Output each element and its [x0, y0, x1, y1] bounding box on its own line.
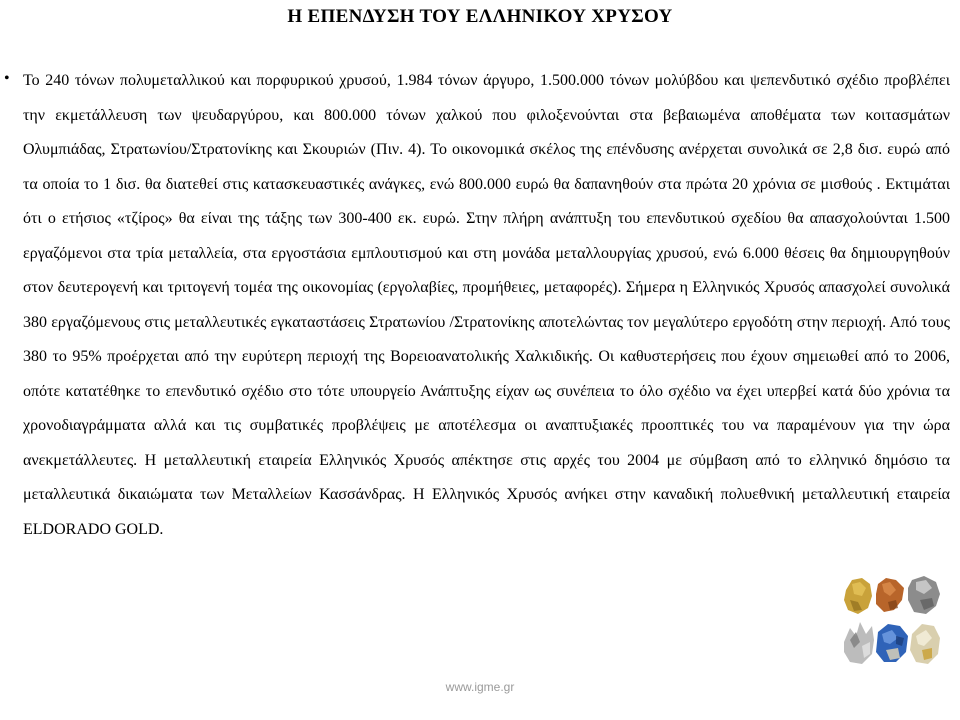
silver-mineral-icon	[908, 576, 940, 614]
quartz-gold-icon	[910, 624, 940, 664]
slide-title: Η ΕΠΕΝΔΥΣΗ ΤΟΥ ΕΛΛΗΝΙΚΟΥ ΧΡΥΣΟΥ	[287, 6, 673, 27]
gold-mineral-icon	[844, 578, 872, 614]
crystal-cluster-icon	[844, 622, 874, 664]
copper-mineral-icon	[876, 578, 904, 612]
body-paragraph: Το 240 τόνων πολυμεταλλικού και πορφυρικού χρυσού, 1.984 τόνων άργυρο, 1.500.000 τόνων μολύβδου και ψεπενδυτικό σχέδιο προβλέπει την εκμετάλλευση των ψευδαργύρου, και 800.000 τόνων χαλκού που φιλοξενούνται στα βεβαιωμένα αποθέματα των κοιτασμάτων Ολυμπιάδας, Στρατωνίου/Στρατονίκης και Σκουριών (Πιν. 4). Το οικονομικά σκέλος της επένδυσης ανέρχεται συνολικά σε 2,8 δισ. ευρώ από τα οποία το 1 δισ. θα διατεθεί στις κατασκευαστικές ανάγκες, ενώ 800.000 ευρώ θα δαπανηθούν στα πρώτα 20 χρόνια σε μισθούς . Εκτιμάται ότι ο ετήσιος «τζίρος» θα είναι της τάξης των 300-400 εκ. ευρώ. Στην πλήρη ανάπτυξη του επενδυτικού σχεδίου θα απασχολούνται 1.500 εργαζόμενοι στα τρία μεταλλεία, στα εργοστάσια εμπλουτισμού και στη μονάδα μεταλλουργίας χρυσού, ενώ 6.000 θέσεις θα δημιουργηθούν στον δευτερογενή και τριτογενή τομέα της οικονομίας (εργολαβίες, προμήθειες, μεταφορές). Σήμερα η Ελληνικός Χρυσός απασχολεί συνολικά 380 εργαζόμενους στις μεταλλευτικές εγκαταστάσεις Στρατωνίου /Στρατονίκης αποτελώντας τον μεγαλύτερο εργοδότη στην περιοχή. Από τους 380 το 95% προέρχεται από την ευρύτερη περιοχή της Βορειοανατολικής Χαλκιδικής. Οι καθυστερήσεις που έχουν σημειωθεί από το 2006, οπότε κατατέθηκε το επενδυτικό σχέδιο στο τότε υπουργείο Ανάπτυξης είχαν ως συνέπεια το όλο σχέδιο να έχει υπερβεί κατά δύο χρόνια τα χρονοδιαγράμματα αλλά και τις συμβατικές προβλέψεις με αποτέλεσμα οι αναπτυξιακές προοπτικές του να παραμένουν για την ώρα ανεκμετάλλευτες. Η μεταλλευτική εταιρεία Ελληνικός Χρυσός απέκτησε στις αρχές του 2004 με σύμβαση από το ελληνικό δημόσιο τα μεταλλευτικά δικαιώματα των Μεταλλείων Κασσάνδρας. Η Ελληνικός Χρυσός ανήκει στην καναδική πολυεθνική μεταλλευτική εταιρεία ELDORADO GOLD.	[23, 72, 950, 538]
mineral-samples-icon	[842, 576, 942, 668]
bullet-marker: •	[4, 70, 10, 87]
blue-mineral-icon	[876, 624, 908, 662]
footer-url: www.igme.gr	[445, 680, 515, 694]
